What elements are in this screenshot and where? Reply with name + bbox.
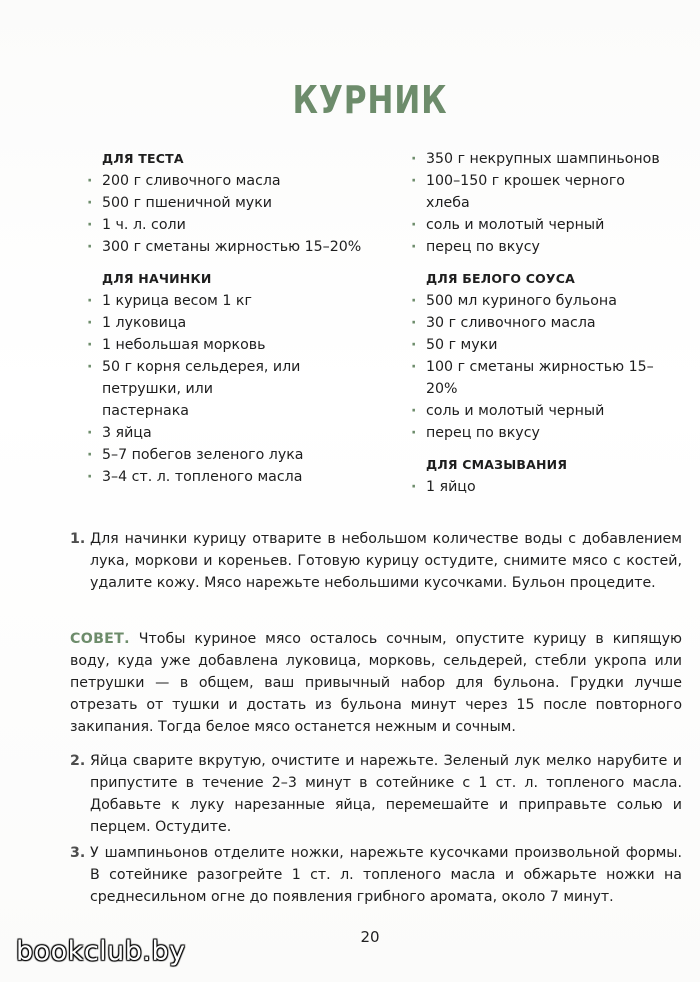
bullet-icon: · <box>87 217 93 233</box>
recipe-steps-block-1 <box>70 528 682 594</box>
list-item: · 30 г сливочного масла <box>408 312 688 334</box>
recipe-title: КУРНИК <box>292 78 448 122</box>
list-item: · 5–7 побегов зеленого лука <box>84 444 384 466</box>
section-heading-dough: ДЛЯ ТЕСТА <box>102 151 184 166</box>
list-item: · 300 г сметаны жирностью 15–20% <box>84 236 384 258</box>
list-item: · 3 яйца <box>84 422 384 444</box>
list-item: · 50 г корня сельдерея, или петрушки, или пастернака <box>84 356 302 422</box>
bullet-icon: · <box>411 479 417 495</box>
list-item: · перец по вкусу <box>408 422 688 444</box>
advice-block <box>70 628 682 738</box>
step-number: 2. <box>70 753 86 769</box>
step-2 <box>70 750 682 838</box>
list-item: · 500 мл куриного бульона <box>408 290 688 312</box>
dough-ingredients <box>84 170 384 258</box>
ingredients-left-column <box>84 148 384 488</box>
bullet-icon: · <box>411 293 417 309</box>
bullet-icon: · <box>87 425 93 441</box>
list-item: · 50 г муки <box>408 334 688 356</box>
glaze-ingredients <box>408 476 688 498</box>
list-item: · 100 г сметаны жирностью 15–20% <box>408 356 666 400</box>
bullet-icon: · <box>87 315 93 331</box>
step-3 <box>70 842 682 908</box>
list-item: · 500 г пшеничной муки <box>84 192 384 214</box>
advice-paragraph <box>70 628 682 738</box>
list-item: · 350 г некрупных шампиньонов <box>408 148 688 170</box>
recipe-steps-block-2 <box>70 750 682 908</box>
step-1 <box>70 528 682 594</box>
bullet-icon: · <box>411 403 417 419</box>
list-item: · 200 г сливочного масла <box>84 170 384 192</box>
advice-text: Чтобы куриное мясо осталось сочным, опустите курицу в кипящую воду, куда уже добавлена луковица, морковь, сельдерей, стебли укропа или петрушки — в общем, ваш привычный набор для бульона. Грудки лучше отрезать от тушки и достать из бульона минут через 15 после повторного закипания. Тогда белое мясо останется нежным и сочным. <box>70 631 682 735</box>
filling-ingredients <box>84 290 384 488</box>
ingredients-right-column <box>408 148 688 498</box>
bullet-icon: · <box>411 425 417 441</box>
bullet-icon: · <box>411 239 417 255</box>
list-item: · 1 курица весом 1 кг <box>84 290 384 312</box>
bullet-icon: · <box>411 217 417 233</box>
bullet-icon: · <box>411 337 417 353</box>
section-heading-glaze: ДЛЯ СМАЗЫВАНИЯ <box>426 457 568 472</box>
list-item: · 1 луковица <box>84 312 384 334</box>
list-item: · 3–4 ст. л. топленого масла <box>84 466 384 488</box>
step-text: У шампиньонов отделите ножки, нарежьте кусочками произвольной формы. В сотейнике разогрейте 1 ст. л. топленого масла и обжарьте ножки на среднесильном огне до появления грибного аромата, около 7 минут. <box>90 845 682 905</box>
watermark: bookclub.by <box>16 936 186 967</box>
bullet-icon: · <box>411 151 417 167</box>
section-heading-white-sauce: ДЛЯ БЕЛОГО СОУСА <box>426 271 575 286</box>
list-item: · 1 ч. л. соли <box>84 214 384 236</box>
bullet-icon: · <box>87 469 93 485</box>
step-number: 3. <box>70 845 86 861</box>
bullet-icon: · <box>87 239 93 255</box>
white-sauce-ingredients <box>408 290 688 444</box>
bullet-icon: · <box>87 359 93 375</box>
step-text: Яйца сварите вкрутую, очистите и нарежьте. Зеленый лук мелко нарубите и припустите в течение 2–3 минут в сотейнике с 1 ст. л. топленого масла. Добавьте к луку нарезанные яйца, перемешайте и приправьте солью и перцем. Остудите. <box>90 753 682 835</box>
list-item: · соль и молотый черный <box>408 214 688 236</box>
step-text: Для начинки курицу отварите в небольшом количестве воды с добавлением лука, моркови и кореньев. Готовую курицу остудите, снимите мясо с костей, удалите кожу. Мясо нарежьте небольшими кусочками. Бульон процедите. <box>90 531 682 591</box>
filling-ingredients-continued <box>408 148 688 258</box>
advice-label: СОВЕТ. <box>70 631 130 647</box>
bullet-icon: · <box>411 315 417 331</box>
bullet-icon: · <box>87 447 93 463</box>
bullet-icon: · <box>87 173 93 189</box>
list-item: · 1 яйцо <box>408 476 688 498</box>
list-item: · 100–150 г крошек черного хлеба <box>408 170 656 214</box>
list-item: · 1 небольшая морковь <box>84 334 384 356</box>
bullet-icon: · <box>411 173 417 189</box>
step-number: 1. <box>70 531 86 547</box>
page-number: 20 <box>360 928 380 946</box>
bullet-icon: · <box>411 359 417 375</box>
bullet-icon: · <box>87 293 93 309</box>
list-item: · соль и молотый черный <box>408 400 688 422</box>
list-item: · перец по вкусу <box>408 236 688 258</box>
section-heading-filling: ДЛЯ НАЧИНКИ <box>102 271 212 286</box>
bullet-icon: · <box>87 337 93 353</box>
bullet-icon: · <box>87 195 93 211</box>
